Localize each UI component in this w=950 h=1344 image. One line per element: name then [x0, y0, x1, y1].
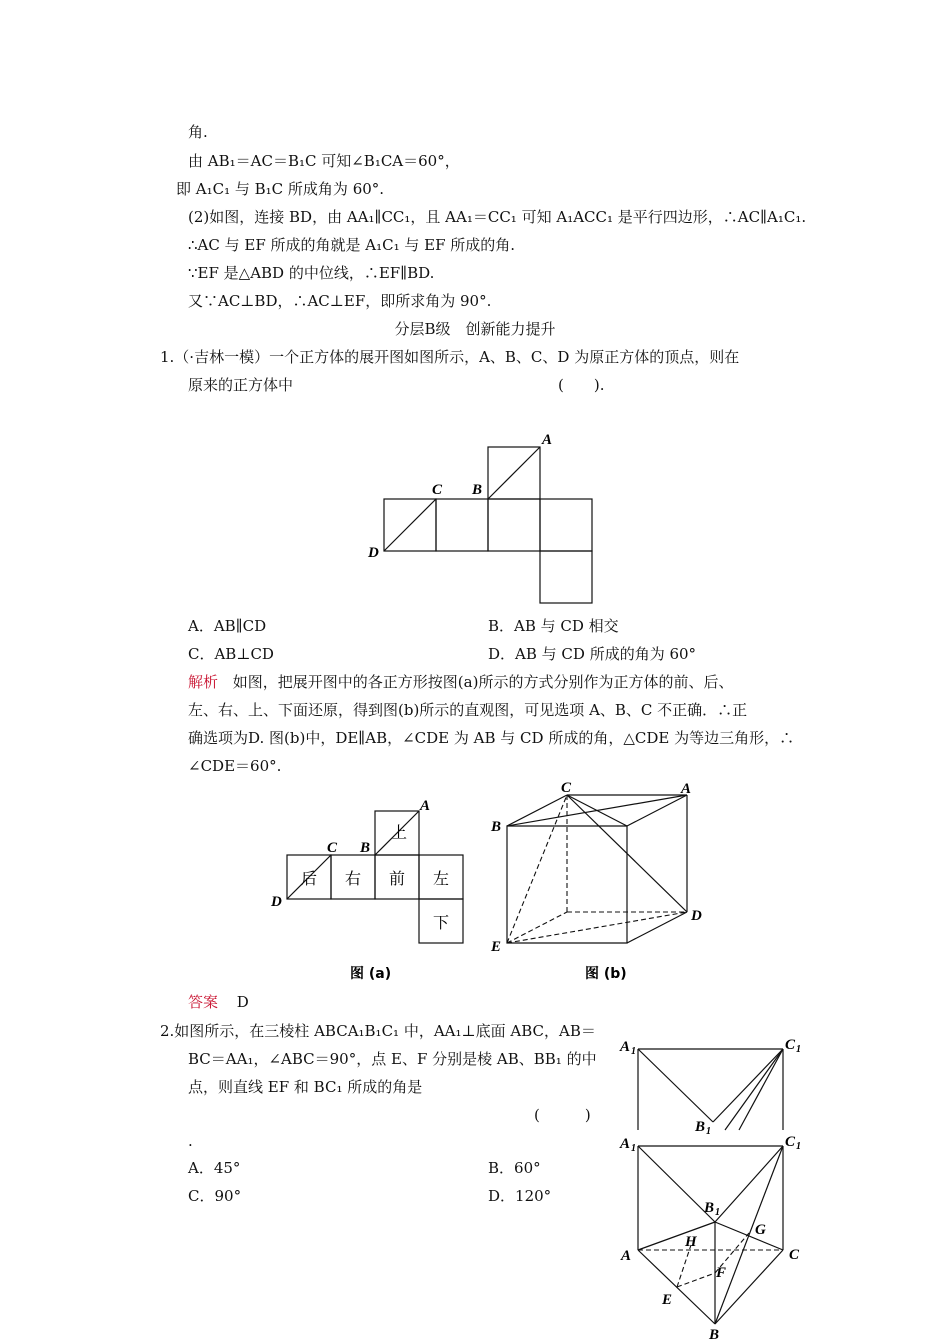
- q2-option-c: C．90°: [188, 1187, 242, 1205]
- partial-label-a1: A: [620, 1039, 631, 1055]
- fig-a-label-d: D: [271, 894, 282, 910]
- prev-line-2: 由 AB₁＝AC＝B₁C 可知∠B₁CA＝60°，: [188, 152, 460, 170]
- q1-answer-line: [188, 992, 249, 1012]
- net-square-2: [436, 499, 488, 551]
- figure-b: [485, 780, 715, 990]
- q1-analysis-line-2: 左、右、上、下面还原，得到图(b)所示的直观图，可见选项 A、B、C 不正确．∴正: [188, 701, 748, 719]
- sub-b1: 1: [715, 1207, 720, 1218]
- q2-stem-line-3: 点，则直线 EF 和 BC₁ 所成的角是: [188, 1078, 423, 1096]
- prev-line-1: 角.: [188, 123, 208, 141]
- q2-option-d: D．120°: [488, 1187, 552, 1205]
- label-c: C: [789, 1247, 800, 1263]
- label-a: A: [542, 432, 553, 448]
- partial-sub-c1: 1: [796, 1044, 801, 1055]
- fig-a-label-c: C: [327, 840, 338, 856]
- face-up: 上: [391, 823, 408, 842]
- q1-stem-line-2: 原来的正方体中: [188, 376, 294, 394]
- sub-c1: 1: [796, 1141, 801, 1152]
- label-b: B: [472, 482, 483, 498]
- label-b1: B: [704, 1200, 715, 1216]
- label-c: C: [432, 482, 443, 498]
- q2-stem-dot: .: [188, 1132, 193, 1150]
- face-down: 下: [433, 913, 450, 932]
- label-d: D: [368, 545, 379, 561]
- fig-a-label-a: A: [420, 798, 431, 814]
- face-front: 前: [389, 869, 406, 888]
- prev-line-7: 又∵AC⊥BD，∴AC⊥EF，即所求角为 90°.: [188, 292, 492, 310]
- q1-option-a: A．AB∥CD: [188, 617, 267, 635]
- prev-line-3: 即 A₁C₁ 与 B₁C 所成角为 60°.: [176, 180, 385, 198]
- fig-b-label-c: C: [561, 780, 572, 796]
- net-square-3: [488, 499, 540, 551]
- label-b: B: [709, 1327, 720, 1343]
- fig-b-caption: 图 (b): [585, 966, 627, 982]
- label-a1: A: [620, 1136, 631, 1152]
- q2-stem-line-1: 2.如图所示，在三棱柱 ABCA₁B₁C₁ 中，AA₁⊥底面 ABC，AB＝: [160, 1022, 596, 1040]
- analysis-label: 解析: [188, 673, 219, 691]
- figure-a: [265, 790, 480, 990]
- label-f: F: [716, 1265, 727, 1281]
- q2-option-a: A．45°: [188, 1159, 241, 1177]
- partial-sub-a1: 1: [631, 1046, 636, 1057]
- answer-label: 答案: [188, 993, 219, 1011]
- q1-stem-line-1: 1.（·吉林一模）一个正方体的展开图如图所示，A、B、C、D 为原正方体的顶点，则在: [160, 348, 740, 366]
- partial-label-c1: C: [785, 1037, 796, 1053]
- partial-label-b1: B: [695, 1119, 706, 1135]
- label-g: G: [755, 1222, 766, 1238]
- segment-cd: [384, 499, 436, 551]
- q1-option-d: D．AB 与 CD 所成的角为 60°: [488, 645, 697, 663]
- label-a: A: [621, 1248, 632, 1264]
- fig-b-label-b: B: [491, 819, 502, 835]
- prev-line-6: ∵EF 是△ABD 的中位线，∴EF∥BD.: [188, 264, 435, 282]
- q1-analysis-line-3: 确选项为D. 图(b)中，DE∥AB，∠CDE 为 AB 与 CD 所成的角，△CDE 为等边三角形，∴: [188, 729, 795, 747]
- sub-a1: 1: [631, 1143, 636, 1154]
- fig-b-label-d: D: [691, 908, 702, 924]
- q1-analysis-line-1: [188, 672, 733, 692]
- q2-prism-figure-partial: [615, 1030, 815, 1135]
- q1-answer-bracket: ( ).: [558, 376, 605, 394]
- q2-stem-line-2: BC＝AA₁，∠ABC＝90°，点 E、F 分别是棱 AB、BB₁ 的中: [188, 1050, 597, 1068]
- fig-b-label-a: A: [681, 781, 692, 797]
- fig-a-caption: 图 (a): [350, 966, 392, 982]
- analysis-text-1: 如图，把展开图中的各正方形按图(a)所示的方式分别作为正方体的前、后、: [232, 673, 734, 691]
- fig-a-label-b: B: [360, 840, 371, 856]
- q2-option-b: B．60°: [488, 1159, 541, 1177]
- net-square-bottom: [540, 551, 592, 603]
- segment-ab: [488, 447, 540, 499]
- label-e: E: [662, 1292, 673, 1308]
- q2-prism-figure: [615, 1128, 815, 1344]
- q1-option-b: B．AB 与 CD 相交: [488, 617, 619, 635]
- face-left: 左: [433, 869, 450, 888]
- face-back: 后: [301, 869, 318, 888]
- net-square-4: [540, 499, 592, 551]
- q1-net-figure: [360, 428, 610, 613]
- label-c1: C: [785, 1134, 796, 1150]
- prev-line-4: (2)如图，连接 BD，由 AA₁∥CC₁，且 AA₁＝CC₁ 可知 A₁ACC₁ 是平行四边形，∴AC∥A₁C₁.: [188, 208, 807, 226]
- label-h: H: [685, 1234, 697, 1250]
- q2-answer-bracket: ( ): [534, 1106, 591, 1124]
- partial-sub-b1: 1: [706, 1126, 711, 1135]
- prev-line-5: ∴AC 与 EF 所成的角就是 A₁C₁ 与 EF 所成的角.: [188, 236, 516, 254]
- section-title: 分层B级 创新能力提升: [394, 320, 556, 338]
- answer-value: D: [236, 993, 249, 1011]
- q1-option-c: C．AB⊥CD: [188, 645, 274, 663]
- fig-b-label-e: E: [491, 939, 502, 955]
- face-right: 右: [345, 869, 362, 888]
- q1-analysis-line-4: ∠CDE＝60°.: [188, 757, 282, 775]
